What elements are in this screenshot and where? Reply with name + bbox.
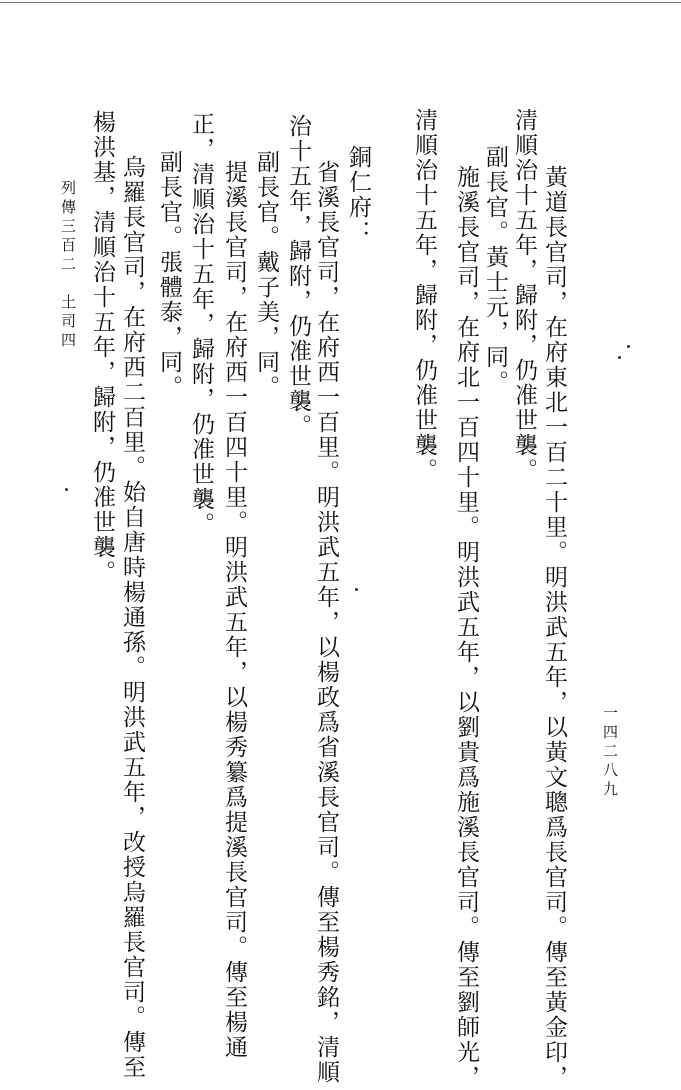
text-column-9: 副長官。戴子美，同。: [253, 150, 279, 400]
text-column-12: 副長官。張體泰，同。: [156, 150, 182, 400]
page-number: 一四二八九: [601, 705, 619, 800]
running-head: 列傳三百二 土司四: [59, 180, 77, 351]
text-column-7: 省溪長官司，在府西一百里。明洪武五年，以楊政爲省溪長官司。傳至楊秀銘，清順: [313, 160, 339, 1085]
text-column-11: 正，清順治十五年，歸附，仍准世襲。: [188, 112, 214, 537]
print-speck: [355, 588, 358, 591]
print-speck: [618, 356, 621, 359]
text-column-2: 清順治十五年，歸附，仍准世襲。: [511, 108, 537, 483]
text-column-1: 黃道長官司，在府東北一百二十里。明洪武五年，以黃文聰爲長官司。傳至黃金印，: [541, 165, 567, 1090]
text-column-14: 楊洪基，清順治十五年，歸附，仍准世襲。: [89, 110, 115, 585]
text-column-4: 施溪長官司，在府北一百四十里。明洪武五年，以劉貴爲施溪長官司。傳至劉師光，: [453, 165, 479, 1090]
print-speck: [65, 488, 68, 491]
text-column-8: 治十五年，歸附，仍准世襲。: [285, 114, 311, 439]
text-column-13: 烏羅長官司，在府西二百里。始自唐時楊通孫。明洪武五年，改授烏羅長官司。傳至: [119, 155, 145, 1080]
section-heading: 銅仁府：: [345, 145, 371, 245]
text-column-10: 提溪長官司，在府西一百四十里。明洪武五年，以楊秀纂爲提溪長官司。傳至楊通: [221, 160, 247, 1060]
top-rule: [0, 2, 681, 3]
text-column-5: 清順治十五年，歸附，仍准世襲。: [411, 108, 437, 483]
text-column-3: 副長官。黃士元，同。: [482, 145, 508, 395]
print-speck: [627, 345, 630, 348]
